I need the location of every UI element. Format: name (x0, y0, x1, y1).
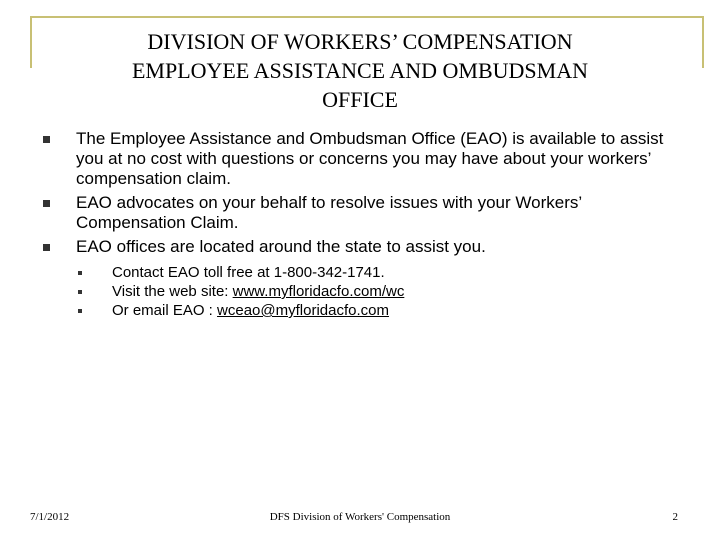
bullet-item (40, 193, 680, 233)
title-frame-right (702, 16, 704, 68)
square-bullet-icon (43, 136, 50, 143)
phone-text: Contact EAO toll free at 1-800-342-1741. (112, 264, 385, 281)
sub-bullet-list (76, 263, 680, 320)
bullet-text: EAO offices are located around the state to assist you. (76, 237, 486, 256)
website-prefix: Visit the web site: (112, 283, 233, 300)
title-frame-top (30, 16, 704, 18)
bullet-list (40, 129, 680, 324)
bullet-item (40, 129, 680, 189)
bullet-item (40, 237, 680, 320)
footer-date: 7/1/2012 (30, 511, 70, 523)
bullet-text: The Employee Assistance and Ombudsman Office (EAO) is available to assist you at no cost with questions or concerns you may have about your workers’ compensation claim. (76, 129, 664, 188)
small-square-bullet-icon (78, 271, 82, 275)
title-frame-left (30, 16, 32, 68)
email-prefix: Or email EAO : (112, 302, 218, 319)
sub-bullet-website (76, 282, 680, 301)
bullet-text: EAO advocates on your behalf to resolve issues with your Workers’ Compensation Claim. (76, 193, 582, 232)
page-number: 2 (672, 511, 678, 523)
email-link[interactable]: wceao@myfloridacfo.com (217, 302, 389, 319)
sub-bullet-phone (76, 263, 680, 282)
title-line: EMPLOYEE ASSISTANCE AND OMBUDSMAN (131, 58, 589, 83)
slide-title (40, 27, 680, 114)
small-square-bullet-icon (78, 290, 82, 294)
square-bullet-icon (43, 244, 50, 251)
sub-bullet-email (76, 301, 680, 320)
website-link[interactable]: www.myfloridacfo.com/wc (232, 283, 405, 300)
footer-title: DFS Division of Workers' Compensation (269, 511, 451, 523)
small-square-bullet-icon (78, 309, 82, 313)
title-line: DIVISION OF WORKERS’ COMPENSATION (147, 29, 573, 54)
square-bullet-icon (43, 200, 50, 207)
title-line: OFFICE (322, 87, 398, 112)
